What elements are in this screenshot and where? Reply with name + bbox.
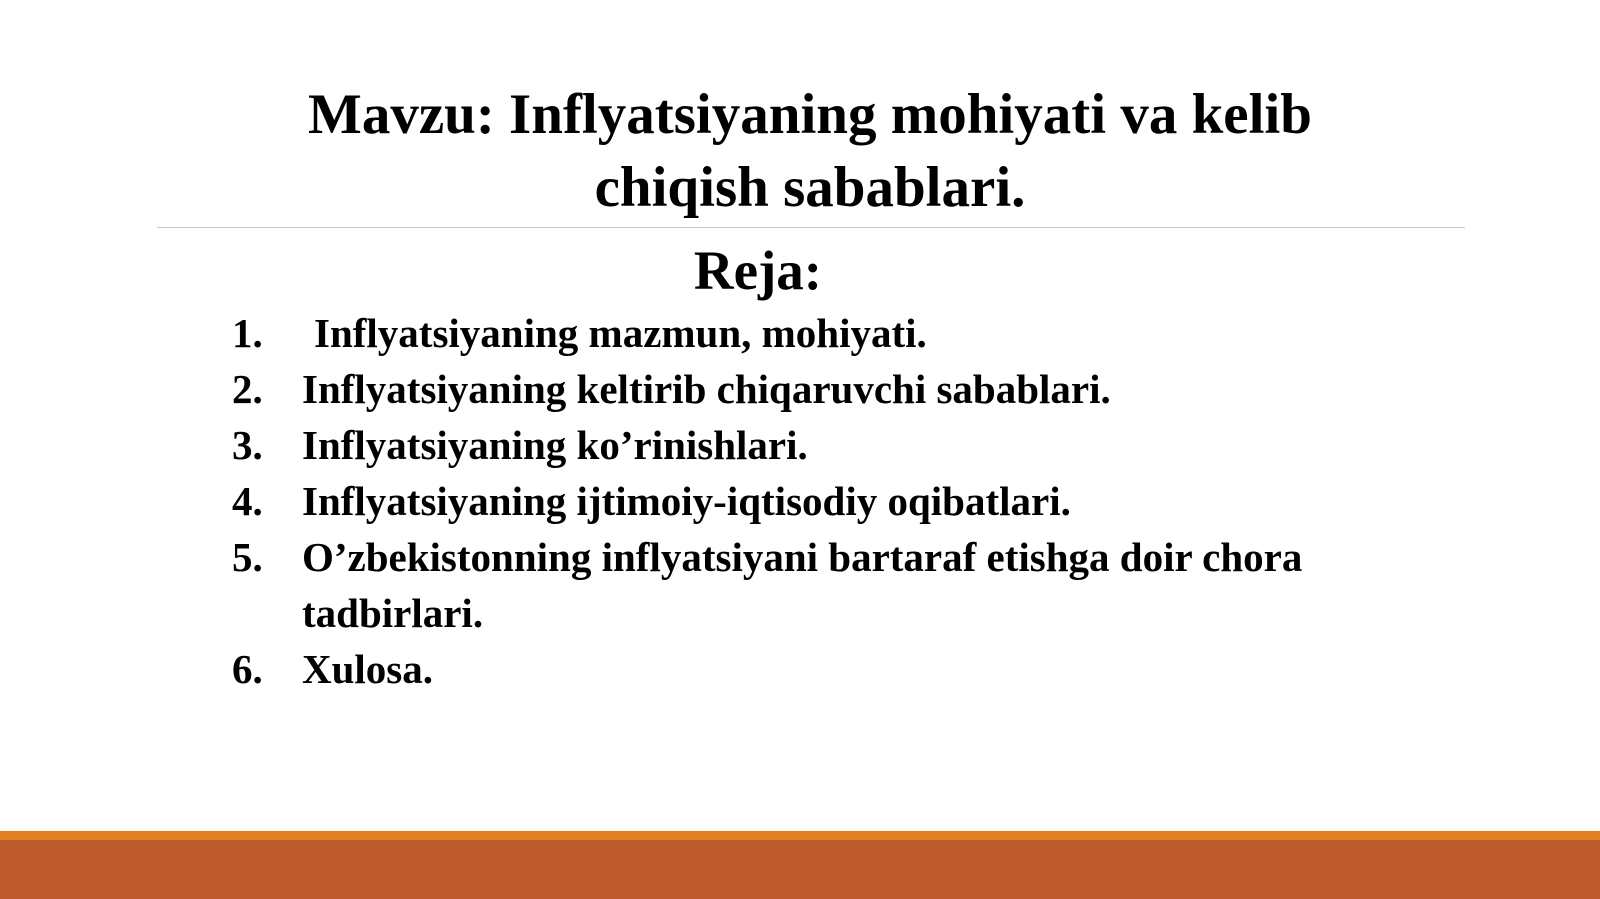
- plan-item-text: Inflyatsiyaning ko’rinishlari.: [302, 422, 808, 468]
- footer-accent-bar-bottom: [0, 840, 1600, 899]
- plan-item-4: [232, 473, 1482, 529]
- plan-item-number: 1.: [232, 310, 263, 356]
- plan-item-number: 5.: [232, 534, 263, 580]
- plan-item-number: 4.: [232, 478, 263, 524]
- plan-item-6: [232, 641, 1482, 697]
- plan-item-5: [232, 529, 1482, 641]
- plan-item-3: [232, 417, 1482, 473]
- plan-heading: Reja:: [693, 240, 823, 301]
- plan-item-1: [232, 305, 1482, 361]
- plan-item-text: Inflyatsiyaning ijtimoiy-iqtisodiy oqibatlari.: [302, 478, 1071, 524]
- plan-item-text: Inflyatsiyaning keltirib chiqaruvchi sabablari.: [302, 366, 1111, 412]
- plan-item-text: Inflyatsiyaning mazmun, mohiyati.: [314, 310, 927, 356]
- plan-list: [232, 305, 1482, 697]
- plan-item-2: [232, 361, 1482, 417]
- title-divider: [157, 227, 1465, 228]
- slide-title-line-1: Mavzu: Inflyatsiyaning mohiyati va kelib: [308, 83, 1312, 146]
- plan-item-number: 3.: [232, 422, 263, 468]
- plan-item-text: O’zbekistonning inflyatsiyani bartaraf etishga doir chora tadbirlari.: [302, 534, 1303, 636]
- plan-item-number: 6.: [232, 646, 263, 692]
- slide-title-line-2: chiqish sabablari.: [594, 156, 1026, 219]
- plan-item-number: 2.: [232, 366, 263, 412]
- footer-accent-bar-top: [0, 831, 1600, 840]
- plan-item-text: Xulosa.: [302, 646, 434, 692]
- slide-title: [200, 78, 1420, 224]
